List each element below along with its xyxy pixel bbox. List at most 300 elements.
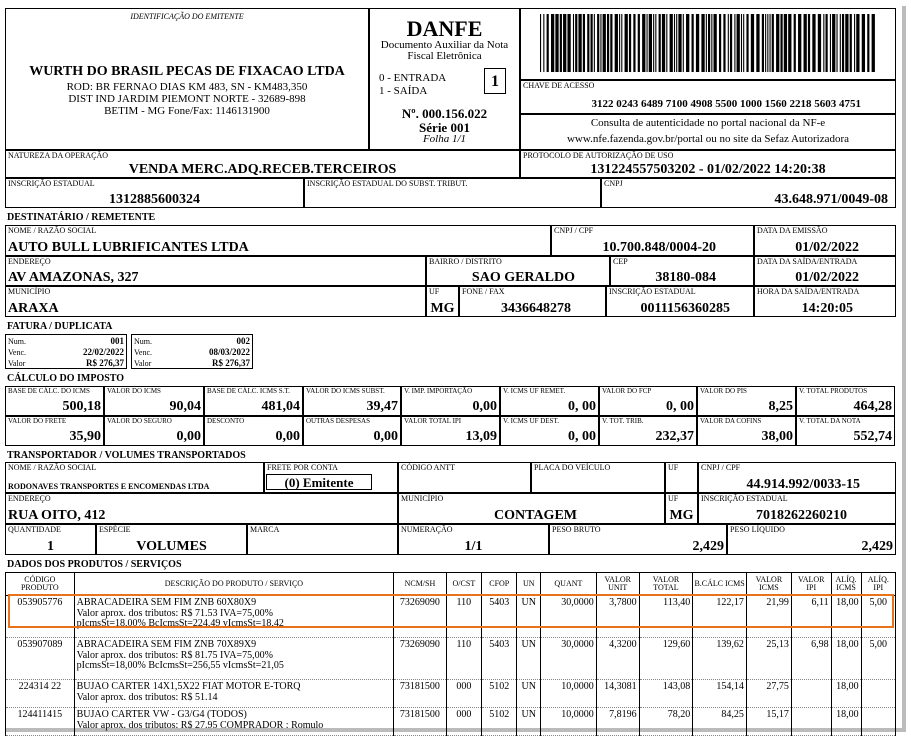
dest-endereco-value: AV AMAZONAS, 327 <box>8 270 139 285</box>
barcode-bar <box>696 14 699 72</box>
transp-nome-value: RODONAVES TRANSPORTES E ENCOMENDAS LTDA <box>8 482 210 491</box>
produto-cod: 124411415 <box>6 708 75 736</box>
barcode-bar <box>711 14 712 72</box>
fatura-2-venc-label: Venc. <box>134 348 152 357</box>
barcode-bar <box>607 14 609 72</box>
barcode-bar <box>686 14 689 72</box>
produto-desc2: Valor aprox. dos tributos: R$ 71.53 IVA=75,00% <box>76 607 273 619</box>
barcode-bar <box>734 14 735 72</box>
produto-descricao <box>74 680 394 708</box>
fatura-1-valor: R$ 276,37 <box>86 358 124 368</box>
calc-r2-value-3: 0,00 <box>275 429 300 444</box>
dest-municipio-label: MUNICÍPIO <box>8 287 51 296</box>
barcode-bar <box>780 14 782 72</box>
produto-bc: 154,14 <box>693 680 747 708</box>
fatura-1-venc: 22/02/2022 <box>82 347 124 357</box>
calc-r1-label-3: BASE DE CÁLC. ICMS S.T. <box>207 387 290 395</box>
produto-ncm: 73269090 <box>394 596 447 638</box>
produto-quant: 10,0000 <box>541 708 597 736</box>
transp-municipio-label: MUNICÍPIO <box>401 494 444 503</box>
produto-vicms: 21,99 <box>746 596 791 638</box>
cnpj-emit-label: CNPJ <box>604 179 623 188</box>
fatura-2-num-label: Num. <box>134 337 152 346</box>
barcode-bar <box>825 14 827 72</box>
dest-emissao-value: 01/02/2022 <box>795 240 859 255</box>
produto-vtotal: 143,08 <box>639 680 693 708</box>
transp-numeracao-value: 1/1 <box>464 539 483 554</box>
dest-saida-label: DATA DA SAÍDA/ENTRADA <box>757 257 858 266</box>
produtos-section: DADOS DOS PRODUTOS / SERVIÇOS <box>7 559 182 570</box>
transp-nome-label: NOME / RAZÃO SOCIAL <box>8 463 97 472</box>
transp-numeracao-label: NUMERAÇÃO <box>401 525 453 534</box>
cnpj-emit-value: 43.648.971/0049-08 <box>774 192 888 207</box>
barcode-bar <box>692 14 694 72</box>
produto-aipi: 5,00 <box>861 596 895 638</box>
dest-cnpj-value: 10.700.848/0004-20 <box>602 240 716 255</box>
dest-cnpj-label: CNPJ / CPF <box>554 226 594 235</box>
emitente-addr3: BETIM - MG Fone/Fax: 1146131900 <box>104 105 270 117</box>
produto-aicms: 18,00 <box>831 638 861 680</box>
barcode-bar <box>587 14 589 72</box>
barcode-bar <box>743 14 744 72</box>
dest-cep-label: CEP <box>613 257 628 266</box>
calc-r2-value-4: 0,00 <box>373 429 398 444</box>
produto-aipi: 5,00 <box>861 638 895 680</box>
calc-r2-value-9: 552,74 <box>853 429 892 444</box>
transp-liquido-label: PESO LÍQUIDO <box>730 525 785 534</box>
barcode-bar <box>812 14 815 72</box>
calc-r1-value-3: 481,04 <box>261 399 300 414</box>
barcode-bar <box>751 14 754 72</box>
danfe-sub2: Fiscal Eletrônica <box>407 50 482 62</box>
transp-frete-value: (0) Emitente <box>266 474 372 490</box>
barcode-bar <box>850 14 852 72</box>
produto-cst: 000 <box>446 708 481 736</box>
barcode-bar <box>670 14 673 72</box>
barcode-bar <box>551 14 554 72</box>
barcode-bar <box>676 14 677 72</box>
produto-desc2: Valor aprox. dos tributos: R$ 51.14 <box>76 691 218 703</box>
dest-emissao-label: DATA DA EMISSÃO <box>757 226 828 235</box>
barcode-bar <box>647 14 648 72</box>
calc-r1-label-7: VALOR DO FCP <box>602 387 652 395</box>
barcode-bar <box>600 14 601 72</box>
dest-ie-value: 0011156360285 <box>640 301 730 316</box>
barcode-bar <box>633 14 635 72</box>
produto-ncm: 73181500 <box>394 708 447 736</box>
calc-r1-value-7: 0, 00 <box>666 399 694 414</box>
produto-un: UN <box>517 708 541 736</box>
produto-vtotal: 129,60 <box>639 638 693 680</box>
barcode-bar <box>723 14 725 72</box>
fatura-item-2 <box>131 334 253 369</box>
produto-desc1: ABRACADEIRA SEM FIM ZNB 60X80X9 <box>76 597 257 608</box>
danfe-title: DANFE <box>406 16 483 41</box>
destinatario-section: DESTINATÁRIO / REMETENTE <box>7 212 156 223</box>
produto-desc2: Valor aprox. dos tributos: R$ 27.95 COMPRADOR : Romulo <box>76 719 324 731</box>
barcode-bar <box>708 14 710 72</box>
dest-saida-value: 01/02/2022 <box>795 270 859 285</box>
danfe-saida: 1 - SAÍDA <box>379 85 428 97</box>
produto-vipi: 6,11 <box>791 596 831 638</box>
fatura-section: FATURA / DUPLICATA <box>7 321 113 332</box>
produto-cfop: 5102 <box>482 680 517 708</box>
barcode-bar <box>728 14 729 72</box>
calc-r1-label-6: V. ICMS UF REMET. <box>503 387 566 395</box>
danfe-serie: Série 001 <box>419 120 470 135</box>
produto-un: UN <box>517 638 541 680</box>
barcode-bar <box>867 14 869 72</box>
calc-r1-label-4: VALOR DO ICMS SUBST. <box>306 387 385 395</box>
barcode-bar <box>573 14 574 72</box>
transp-ie-label: INSCRIÇÃO ESTADUAL <box>701 494 788 503</box>
barcode-bar <box>615 14 618 72</box>
barcode-bar <box>823 14 824 72</box>
barcode-bar <box>862 14 865 72</box>
produto-cfop: 5403 <box>482 638 517 680</box>
produto-cod: 053907089 <box>6 638 75 680</box>
barcode-bar <box>547 14 549 72</box>
danfe-folha: Folha 1/1 <box>422 133 467 145</box>
produtos-header-cell: B.CÁLC ICMS <box>693 573 747 596</box>
barcode-bar <box>706 14 707 72</box>
produto-vipi: 6,98 <box>791 638 831 680</box>
fatura-2-valor: R$ 276,37 <box>212 358 250 368</box>
barcode-bar <box>567 14 570 72</box>
chave-label: CHAVE DE ACESSO <box>523 81 595 90</box>
barcode-bar <box>625 14 628 72</box>
calc-r2-value-5: 13,09 <box>465 429 497 444</box>
emitente-addr2: DIST IND JARDIM PIEMONT NORTE - 32689-898 <box>68 93 306 105</box>
calc-r2-value-2: 0,00 <box>176 429 201 444</box>
protocolo-value: 131224557503202 - 01/02/2022 14:20:38 <box>590 162 826 177</box>
produto-vipi <box>791 680 831 708</box>
transp-qtd-value: 1 <box>47 539 54 554</box>
barcode-bar <box>638 14 640 72</box>
calc-r1-value-2: 90,04 <box>169 399 201 414</box>
dest-nome-value: AUTO BULL LUBRIFICANTES LTDA <box>8 240 249 255</box>
barcode-bar <box>845 14 848 72</box>
dest-fone-label: FONE / FAX <box>462 287 505 296</box>
barcode-bar <box>872 14 875 72</box>
produto-un: UN <box>517 596 541 638</box>
barcode-bar <box>762 14 764 72</box>
produtos-header-cell: CFOP <box>482 573 517 596</box>
produto-vunit: 4,3200 <box>596 638 639 680</box>
produto-vunit: 3,7800 <box>596 596 639 638</box>
barcode-bar <box>818 14 821 72</box>
produto-descricao <box>74 708 394 736</box>
dest-cep-value: 38180-084 <box>655 270 716 285</box>
barcode-bar <box>603 14 606 72</box>
produto-cst: 000 <box>446 680 481 708</box>
barcode-bar <box>543 14 544 72</box>
produto-vunit: 14,3081 <box>596 680 639 708</box>
produto-cst: 110 <box>446 596 481 638</box>
dest-nome-label: NOME / RAZÃO SOCIAL <box>8 226 97 235</box>
barcode-bar <box>674 14 675 72</box>
transp-bruto-value: 2,429 <box>692 539 724 554</box>
produtos-header-cell: QUANT <box>541 573 597 596</box>
produtos-header-cell: VALOR ICMS <box>746 573 791 596</box>
transp-endereco-value: RUA OITO, 412 <box>8 508 106 523</box>
calc-r2-label-2: VALOR DO SEGURO <box>107 417 172 425</box>
dest-municipio-value: ARAXA <box>8 301 59 316</box>
produtos-header-cell: O/CST <box>446 573 481 596</box>
barcode-bar <box>856 14 859 72</box>
produtos-header-cell: NCM/SH <box>394 573 447 596</box>
produto-bc: 84,25 <box>693 708 747 736</box>
calc-r2-value-8: 38,00 <box>761 429 793 444</box>
barcode-bar <box>765 14 766 72</box>
transp-liquido-value: 2,429 <box>861 539 893 554</box>
transp-marca-label: MARCA <box>250 525 280 534</box>
barcode-bar <box>653 14 654 72</box>
produtos-header-cell: UN <box>517 573 541 596</box>
barcode-bar <box>649 14 652 72</box>
dest-fone-value: 3436648278 <box>501 301 571 316</box>
produto-bc: 122,17 <box>693 596 747 638</box>
calc-r2-value-7: 232,37 <box>655 429 694 444</box>
fatura-2-venc: 08/03/2022 <box>208 347 250 357</box>
barcode-bar <box>854 14 855 72</box>
barcode-bar <box>583 14 585 72</box>
calc-r2-label-5: VALOR TOTAL IPI <box>404 417 462 425</box>
fatura-2-valor-label: Valor <box>134 359 152 368</box>
barcode-bar <box>678 14 681 72</box>
barcode-bar <box>621 14 622 72</box>
transportador-section: TRANSPORTADOR / VOLUMES TRANSPORTADOS <box>7 450 246 461</box>
produto-ncm: 73269090 <box>394 638 447 680</box>
produto-ncm: 73181500 <box>394 680 447 708</box>
calc-r1-value-6: 0, 00 <box>568 399 596 414</box>
barcode-bar <box>836 14 837 72</box>
transp-placa-label: PLACA DO VEÍCULO <box>534 463 611 472</box>
barcode-bar <box>659 14 661 72</box>
produto-vunit: 7,8196 <box>596 708 639 736</box>
calc-r2-label-7: V. TOT. TRIB. <box>602 417 644 425</box>
chave-value: 3122 0243 6489 7100 4908 5500 1000 1560 2218 5603 4751 <box>591 98 861 110</box>
transp-frete-label: FRETE POR CONTA <box>267 463 338 472</box>
calc-r1-label-8: VALOR DO PIS <box>700 387 747 395</box>
produto-cst: 110 <box>446 638 481 680</box>
barcode-bar <box>619 14 620 72</box>
produto-quant: 10,0000 <box>541 680 597 708</box>
barcode-bar <box>808 14 810 72</box>
danfe-sub1: Documento Auxiliar da Nota <box>380 39 509 51</box>
transp-especie-label: ESPÉCIE <box>99 525 131 534</box>
transp-uf2-value: MG <box>669 508 694 523</box>
transp-municipio-value: CONTAGEM <box>494 508 577 523</box>
barcode-bar <box>730 14 732 72</box>
barcode-bar <box>746 14 748 72</box>
produto-vicms: 15,17 <box>746 708 791 736</box>
calc-r2-label-1: VALOR DO FRETE <box>8 417 67 425</box>
barcode-bar <box>784 14 787 72</box>
barcode-bar <box>772 14 774 72</box>
produto-vtotal: 113,40 <box>639 596 693 638</box>
barcode-bar <box>594 14 595 72</box>
fatura-1-valor-label: Valor <box>8 359 26 368</box>
calc-r1-value-5: 0,00 <box>472 399 497 414</box>
dest-hora-value: 14:20:05 <box>801 301 853 316</box>
barcode-bar <box>662 14 665 72</box>
ie-value: 1312885600324 <box>109 192 200 207</box>
produto-un: UN <box>517 680 541 708</box>
barcode-bar <box>560 14 562 72</box>
produto-vipi <box>791 708 831 736</box>
barcode-bar <box>769 14 770 72</box>
produto-aicms: 18,00 <box>831 708 861 736</box>
natureza-label: NATUREZA DA OPERAÇÃO <box>8 151 109 160</box>
fatura-item-1 <box>5 334 127 369</box>
dest-bairro-value: SAO GERALDO <box>471 270 575 285</box>
produto-desc3: pIcmsSt=18,00% BcIcmsSt=256,55 vIcmsSt=21,05 <box>76 660 284 671</box>
calc-r1-label-2: VALOR DO ICMS <box>107 387 161 395</box>
produtos-row[interactable] <box>6 680 896 708</box>
barcode-bar <box>575 14 577 72</box>
produto-desc3: pIcmsSt=18,00% BcIcmsSt=224,49 vIcmsSt=18,42 <box>76 618 284 629</box>
barcode-bar <box>701 14 704 72</box>
barcode-bar <box>767 14 768 72</box>
barcode-bar <box>578 14 581 72</box>
calc-r2-value-1: 35,90 <box>69 429 101 444</box>
transp-qtd-label: QUANTIDADE <box>8 525 61 534</box>
barcode <box>540 14 876 72</box>
produto-desc2: Valor aprox. dos tributos: R$ 81.75 IVA=75,00% <box>76 649 273 661</box>
barcode-bar <box>597 14 599 72</box>
dest-bairro-label: BAIRRO / DISTRITO <box>429 257 502 266</box>
barcode-bar <box>794 14 796 72</box>
barcode-bar <box>842 14 844 72</box>
transp-uf-label: UF <box>668 463 679 472</box>
produto-aipi <box>861 680 895 708</box>
consulta-text2: www.nfe.fazenda.gov.br/portal ou no site da Sefaz Autorizadora <box>566 133 850 145</box>
barcode-bar <box>840 14 841 72</box>
calc-r2-value-6: 0, 00 <box>568 429 596 444</box>
barcode-bar <box>832 14 835 72</box>
produto-cod: 224314 22 <box>6 680 75 708</box>
calc-r2-label-8: VALOR DA COFINS <box>700 417 762 425</box>
calc-r1-value-1: 500,18 <box>62 399 101 414</box>
barcode-bar <box>830 14 831 72</box>
ie-st-label: INSCRIÇÃO ESTADUAL DO SUBST. TRIBUT. <box>307 179 468 188</box>
produtos-header-cell: VALOR TOTAL <box>639 573 693 596</box>
barcode-bar <box>591 14 593 72</box>
danfe-entrada: 0 - ENTRADA <box>379 72 447 84</box>
produto-descricao <box>74 638 394 680</box>
produto-aipi <box>861 708 895 736</box>
dest-uf-label: UF <box>429 287 440 296</box>
barcode-bar <box>563 14 566 72</box>
calc-r2-label-9: V. TOTAL DA NOTA <box>799 417 861 425</box>
produto-bc: 139,62 <box>693 638 747 680</box>
produto-aicms: 18,00 <box>831 680 861 708</box>
emitente-label: IDENTIFICAÇÃO DO EMITENTE <box>130 12 244 21</box>
calc-r1-value-4: 39,47 <box>366 399 398 414</box>
dest-endereco-label: ENDEREÇO <box>8 257 51 266</box>
barcode-bar <box>756 14 759 72</box>
calc-r1-label-1: BASE DE CÁLC. DO ICMS <box>8 387 90 395</box>
produto-desc1: BUJAO CARTER 14X1,5X22 FIAT MOTOR E-TORQ <box>76 681 301 692</box>
danfe-numero: Nº. 000.156.022 <box>401 106 488 121</box>
calc-r1-value-8: 8,25 <box>768 399 793 414</box>
danfe-tipo: 1 <box>484 68 506 94</box>
fatura-1-venc-label: Venc. <box>8 348 26 357</box>
barcode-bar <box>776 14 779 72</box>
produto-quant: 30,0000 <box>541 596 597 638</box>
produtos-header-cell: ALÍQ. ICMS <box>831 573 861 596</box>
produtos-header-cell: VALOR IPI <box>791 573 831 596</box>
barcode-bar <box>683 14 684 72</box>
produto-aicms: 18,00 <box>831 596 861 638</box>
produto-vicms: 25,13 <box>746 638 791 680</box>
highlighted-row-frame <box>8 594 894 628</box>
barcode-bar <box>540 14 541 72</box>
transp-ie-value: 7018262260210 <box>756 508 847 523</box>
produto-desc1: ABRACADEIRA SEM FIM ZNB 70X89X9 <box>76 639 257 650</box>
transp-cnpj-value: 44.914.992/0033-15 <box>746 477 860 492</box>
natureza-value: VENDA MERC.ADQ.RECEB.TERCEIROS <box>128 162 397 177</box>
calc-r1-label-5: V. IMP. IMPORTAÇÃO <box>404 387 473 395</box>
emitente-name: WURTH DO BRASIL PECAS DE FIXACAO LTDA <box>29 64 345 79</box>
fatura-2-num: 002 <box>236 336 250 346</box>
transp-bruto-label: PESO BRUTO <box>552 525 601 534</box>
calc-r1-value-9: 464,28 <box>853 399 892 414</box>
calc-r2-label-4: OUTRAS DESPESAS <box>306 417 370 425</box>
barcode-bar <box>555 14 558 72</box>
transp-uf2-label: UF <box>668 494 679 503</box>
produtos-header-row <box>6 573 896 596</box>
dest-hora-label: HORA DA SAÍDA/ENTRADA <box>757 287 860 296</box>
dest-municipio-box <box>5 286 426 317</box>
calc-r1-label-9: V. TOTAL PRODUTOS <box>799 387 868 395</box>
calc-r2-label-3: DESCONTO <box>207 417 245 425</box>
produtos-header-cell: VALOR UNIT <box>596 573 639 596</box>
produtos-row[interactable] <box>6 638 896 680</box>
barcode-bar <box>719 14 721 72</box>
transp-endereco-label: ENDEREÇO <box>8 494 51 503</box>
produtos-header-cell: ALÍQ. IPI <box>861 573 895 596</box>
calc-r2-label-6: V. ICMS UF DEST. <box>503 417 559 425</box>
barcode-bar <box>737 14 740 72</box>
fatura-1-num-label: Num. <box>8 337 26 346</box>
transp-cnpj-label: CNPJ / CPF <box>701 463 741 472</box>
produtos-row[interactable] <box>6 708 896 736</box>
produtos-header-cell: DESCRIÇÃO DO PRODUTO / SERVIÇO <box>74 573 394 596</box>
barcode-bar <box>642 14 645 72</box>
barcode-bar <box>655 14 656 72</box>
ie-label: INSCRIÇÃO ESTADUAL <box>8 179 95 188</box>
barcode-bar <box>610 14 612 72</box>
calculo-section: CÁLCULO DO IMPOSTO <box>7 373 125 384</box>
produto-vicms: 27,75 <box>746 680 791 708</box>
fatura-1-num: 001 <box>110 336 124 346</box>
produtos-header-cell: CÓDIGO PRODUTO <box>6 573 75 596</box>
barcode-bar <box>741 14 742 72</box>
protocolo-label: PROTOCOLO DE AUTORIZAÇÃO DE USO <box>523 151 674 160</box>
emitente-addr1: ROD: BR FERNAO DIAS KM 483, SN - KM483,350 <box>66 81 308 93</box>
barcode-bar <box>713 14 716 72</box>
dest-ie-label: INSCRIÇÃO ESTADUAL <box>609 287 696 296</box>
consulta-text1: Consulta de autenticidade no portal nacional da NF-e <box>590 117 826 129</box>
barcode-bar <box>666 14 667 72</box>
produto-cod: 053905776 <box>6 596 75 638</box>
barcode-bar <box>788 14 791 72</box>
produto-desc1: BUJAO CARTER VW - G3/G4 (TODOS) <box>76 709 247 720</box>
produto-cfop: 5102 <box>482 708 517 736</box>
produto-quant: 30,0000 <box>541 638 597 680</box>
